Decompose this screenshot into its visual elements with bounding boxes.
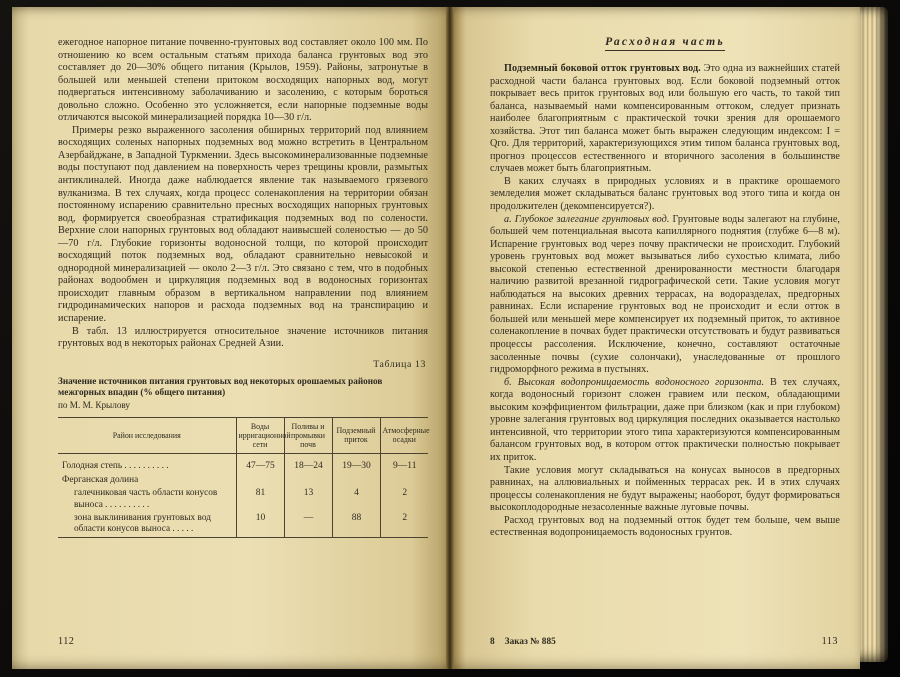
column-header: Район исследования bbox=[58, 417, 236, 454]
cell: 81 bbox=[236, 487, 284, 512]
table-header bbox=[58, 417, 428, 454]
paragraph: ежегодное напорное питание почвенно-грунтовых вод составляет около 100 мм. По отношению ко всем остальным статьям прихода баланса грунтовых вод это составляет до 20—30% общего питания (Крылов, 1959). Районы, затронутые в большей или меньшей степени притоком восходящих напорных вод, могут подвергаться интенсивному заболачиванию и засолению, с которым бороться довольно сложно. Особенно это усложняется, если напорные подземные воды отличаются высокой минерализацией порядка 10—30 г/л. bbox=[58, 37, 428, 124]
page-number-right: 113 bbox=[821, 636, 838, 647]
printer-signature bbox=[490, 637, 556, 647]
cell: 9—11 bbox=[380, 454, 428, 474]
cell: 2 bbox=[380, 512, 428, 537]
table-row bbox=[58, 512, 428, 537]
paragraph-lead: б. Высокая водопроницаемость водоносного горизонта. bbox=[504, 376, 765, 388]
page-edge-stack bbox=[860, 7, 888, 662]
paragraph-text: Это одна из важнейших статей расходной части баланса грунтовых вод. Если боковой подземный отток покрывает весь приток грунтовых вод или большую его часть, то такой тип баланса, называемый нами компенсированным оттоком, следует признать наиболее благоприятным с практической точки зрения для орошаемого хозяйства. Этот тип баланса может быть выражен следующим индексом: I = Qго. Для территорий, характеризующихся этим типом баланса грунтовых вод, прогноз процессов естественного и вторичного засоления в большинстве случаев может быть благоприятным. bbox=[490, 63, 840, 175]
page-right-content bbox=[454, 7, 860, 669]
table-caption-source: по М. М. Крылову bbox=[58, 399, 131, 410]
paragraph-text: В тех случаях, когда водоносный горизонт сложен гравием или песком, обладающими высоким коэффициентом фильтрации, даже при близком (как и при глубоком) уровне залегания грунтовых вод циркуляция последних оказывается настолько интенсивной, что территории этого типа характеризуются компенсированным балансом грунтовых вод, в котором отток практически полностью покрывает их приток. bbox=[490, 376, 840, 463]
paragraph-lead: Подземный боковой отток грунтовых вод. bbox=[504, 63, 701, 74]
open-book bbox=[12, 7, 888, 669]
column-header: Поливы и промывки почв bbox=[284, 417, 332, 454]
cell: — bbox=[284, 512, 332, 537]
section-heading-text: Расходная часть bbox=[605, 35, 725, 51]
table-label: Таблица 13 bbox=[373, 358, 426, 370]
paragraph bbox=[490, 214, 840, 377]
paragraph-text: В каких случаях в природных условиях и в практике орошаемого земледелия может складываться баланс грунтовых вод этого типа и когда он продолжителен (декомпенсируется?). bbox=[490, 175, 840, 213]
paragraph: Примеры резко выраженного засоления обширных территорий под влиянием восходящих соленых напорных подземных вод можно встретить в Центральном Азербайджане, в Западной Туркмении. Здесь высокоминерализованные подземные воды поступают под давлением на поверхность через трещины кровли, размытых антиклиналей. Иногда даже наблюдается явление так называемого грязевого вулканизма. В тех случаях, когда процесс соленакопления на территории обязан постоянному испарению сравнительно пресных восходящих напорных грунтовых вод, формируется своеобразная стратификация подземных вод по солености. Верхние слои напорных грунтовых вод обладают наивысшей соленостью — до 50—70 г/л. Глубокие горизонты водоносной толщи, по которой происходит восходящий поток подземных вод, обладают сравнительно невысокой и однородной минерализацией — около 2—3 г/л. Это связано с тем, что в подобных районах водообмен и циркуляция подземных вод в водоносных горизонтах происходит главным образом в вертикальном направлении под влиянием гидродинамических напоров и расхода подземных вод на транспирацию и испарение. bbox=[58, 124, 428, 325]
row-label: галечниковая часть области конусов выноса . . . . . . . . . . bbox=[74, 488, 218, 510]
cell bbox=[284, 474, 332, 487]
cell bbox=[236, 474, 284, 487]
row-label: зона выклинивания грунтовых вод области конусов выноса . . . . . bbox=[74, 512, 211, 535]
signature-number: 8 bbox=[490, 637, 495, 647]
table-row bbox=[58, 487, 428, 512]
cell: 2 bbox=[380, 487, 428, 512]
book-gutter bbox=[446, 7, 454, 669]
cell: 19—30 bbox=[332, 454, 380, 474]
row-label: Ферганская долина bbox=[62, 474, 139, 485]
column-header: Подземный приток bbox=[332, 417, 380, 454]
table-13 bbox=[58, 417, 428, 538]
table-row bbox=[58, 454, 428, 474]
cell bbox=[332, 474, 380, 487]
page-left-content bbox=[12, 7, 446, 669]
cell: 13 bbox=[284, 487, 332, 512]
section-heading bbox=[490, 32, 840, 51]
order-number: Заказ № 885 bbox=[504, 637, 556, 647]
paragraph-lead: а. Глубокое залегание грунтовых вод. bbox=[504, 213, 670, 225]
paragraph bbox=[490, 377, 840, 465]
cell bbox=[380, 474, 428, 487]
paragraph bbox=[490, 465, 840, 515]
cell: 88 bbox=[332, 512, 380, 537]
cell: 18—24 bbox=[284, 454, 332, 474]
table-row bbox=[58, 474, 428, 487]
page-number-left: 112 bbox=[58, 636, 75, 647]
cell: 10 bbox=[236, 512, 284, 537]
paragraph-text: Грунтовые воды залегают на глубине, большей чем потенциальная высота капиллярного поднятия (глубже 6—8 м). Испарение грунтовых вод через почву практически не происходит. Глубокий уровень грунтовых вод может вызываться либо сухостью климата, либо высокой степенью естественной дренированности местности благодаря наличию развитой врезанной гидрографической сети. Такие условия могут наблюдаться на высоких древних террасах, на водоразделах, предгорных равнинах. Если испарение грунтовых вод не происходит и если отток в большей или меньшей мере компенсирует их подземный приток, то активное соленакопление в почвах будет практически отсутствовать и будут развиваться процессы рассоления. Исключение, конечно, составляют остаточные засоленные почвы (сухие солончаки), унаследованные от прошлого гидроморфного режима в пустынях. bbox=[490, 213, 840, 376]
paragraph bbox=[490, 63, 840, 176]
paragraph-text: Такие условия могут складываться на конусах выносов в предгорных равнинах, на аллювиальных и пойменных террасах рек. И в этих случаях процессы соленакопления не будут выражены; наоборот, будут формироваться высокоплодородные незасоленные важные луговые почвы. bbox=[490, 464, 840, 514]
column-header: Атмосферные осадки bbox=[380, 417, 428, 454]
paragraph: В табл. 13 иллюстрируется относительное значение источников питания грунтовых вод в некоторых районах Средней Азии. bbox=[58, 325, 428, 350]
table-caption: Значение источников питания грунтовых вод некоторых орошаемых районов межгорных впадин (% общего питания) bbox=[58, 375, 383, 397]
paragraph bbox=[490, 176, 840, 214]
cell: 4 bbox=[332, 487, 380, 512]
page-left bbox=[12, 7, 446, 669]
paragraph-text: Расход грунтовых вод на подземный отток будет тем больше, чем выше естественная водопроницаемость водоносных грунтов. bbox=[490, 514, 840, 539]
paragraph bbox=[490, 515, 840, 540]
page-right bbox=[454, 7, 860, 669]
cell: 47—75 bbox=[236, 454, 284, 474]
column-header: Воды ирригационной сети bbox=[236, 417, 284, 454]
page-footer bbox=[490, 636, 838, 647]
row-label: Голодная степь . . . . . . . . . . bbox=[62, 461, 169, 472]
